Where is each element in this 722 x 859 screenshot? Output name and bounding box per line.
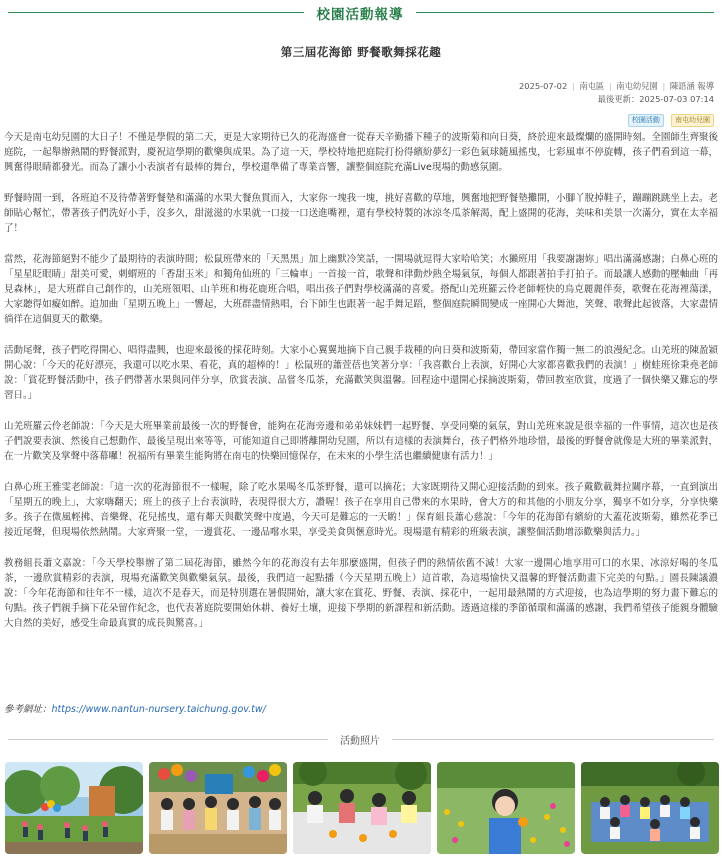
gallery-photo-4[interactable] — [437, 762, 575, 854]
meta-updated: 最後更新：2025-07-03 07:14 — [597, 94, 714, 104]
section-title: 校園活動報導 — [316, 7, 404, 23]
paragraph: 今天是南屯幼兒園的大日子！不僅是學假的第二天，更是大家期待已久的花海盛會一從春天辛勤播下種子的波斯菊和向日葵，終於迎來最燦爛的盛開時刻。全園師生齊聚後庭院，一起舉辦熱鬧的野餐派對，慶祝這學期的歡樂與成果。為了這一天，學校特地把庭院打扮得繽紛夢幻一彩色氣球隨風搖曳，七彩風車不停旋轉，孩子們看到這一幕，興奮得眼睛都發光。而為了讓小小表演者有最棒的舞台，學校還準備了專業音響，讓整個庭院充滿Live現場的動感氛圍。 — [4, 132, 718, 174]
section-header — [0, 0, 722, 26]
gallery-photo-5[interactable] — [581, 762, 719, 854]
article-body — [4, 130, 718, 647]
header-divider-left — [8, 12, 304, 13]
meta-author: 陳語涵 報導 — [669, 81, 714, 91]
gallery-divider-right — [392, 739, 714, 740]
meta-school: 南屯幼兒園 — [616, 81, 658, 91]
tag-badge-campus[interactable]: 校園活動 — [628, 114, 664, 127]
paragraph: 教務組長蕭文嘉說：「今天學校舉辦了第二屆花海節，雖然今年的花海沒有去年那麼盛開，但孩子們的熱情依舊不減！大家一邊開心地享用可口的水果、冰涼好喝的冬瓜茶，一邊欣賞精彩的表演，現場充滿歡笑與歡樂氣氛。最後，我們這一起點播（今天星期五晚上）這首歌，為這場愉快又溫馨的野餐活動畫下完美的句點。」園長陳議濃說：「今年花海節和往年不一樣，這次不是春天，而是特別選在暑假開始，讓大家在賞花、野餐、表演、採花中，一起用最熱鬧的方式迎接，也為這學期的努力畫下難忘的句點。孩子們親手摘下花朵留作紀念，也代表著庭院要開始休耕、養好土壤，迎接下學期的新課程和新活動。透過這樣的季節循環和滿滿的感謝，我們希望孩子能親身體驗大自然的美好，感受生命最真實的成長與驚喜。」 — [4, 557, 718, 630]
photo-gallery — [5, 762, 719, 854]
paragraph: 野餐時間一到，各班迫不及待帶著野餐墊和滿滿的水果大餐魚貫而入，大家你一塊我一塊，挑好喜歡的草地，興奮地把野餐墊攤開，小腳丫脫掉鞋子，蹦蹦跳跳坐上去。老師貼心幫忙，帶著孩子們洗好小手，沒多久，甜滋滋的水果就一口接一口送進嘴裡，還有學校特製的冰涼冬瓜茶解渴，配上盛開的花海，美味和美景一次滿分，實在太幸福了！ — [4, 192, 718, 235]
paragraph: 山羌班羅云伶老師說：「今天是大班畢業前最後一次的野餐會，能夠在花海旁邊和弟弟妹妹們一起野餐、享受同樂的氣氛，對山羌班來說是很幸福的一件事情，這次也是孩子們說要表演、然後自己想動作、最後呈現出來等等，可能知道自己即將離開幼兒園，所以有這樣的表演舞台，孩子們格外地珍惜，最後的野餐會就像是大班的畢業派對，在一片歡笑及掌聲中落幕囉！祝福所有畢業生能夠將在南屯的快樂回憶保存，在未來的小學生活也繼續健康有活力！」 — [4, 420, 718, 463]
tag-badge-school[interactable]: 南屯幼兒園 — [671, 114, 714, 127]
gallery-divider-left — [8, 739, 328, 740]
reference-line — [4, 701, 266, 715]
article-meta: 2025-07-02 | 南屯區 | 南屯幼兒園 | 陳語涵 報導 最後更新：2025-07-03 07:14 — [519, 81, 714, 104]
meta-date: 2025-07-02 — [519, 81, 568, 91]
gallery-title: 活動照片 — [340, 736, 380, 747]
paragraph: 活動尾聲，孩子們吃得開心、唱得盡興，也迎來最後的採花時刻。大家小心翼翼地摘下自己親手栽種的向日葵和波斯菊，帶回家當作獨一無二的浪漫紀念。山羌班的陳盈穎開心說：「今天的花好漂亮，我還可以吃水果、看花，真的超棒的！」松鼠班的蕭萱蓓也笑著分享：「我喜歡台上表演，好開心大家都喜歡我們的表演！」樹蛙班徐秉堯老師說：「賞花野餐活動中，孩子們帶著水果與同伴分享，欣賞表演、品嘗冬瓜茶，充滿歡笑與溫馨。回程途中還開心採摘波斯菊，帶回教室欣賞，度過了一個快樂又難忘的學習日。」 — [4, 344, 718, 402]
reference-link[interactable]: https://www.nantun-nursery.taichung.gov.tw/ — [51, 704, 266, 715]
meta-district: 南屯區 — [579, 81, 605, 91]
article-title: 第三屆花海節 野餐歌舞採花趣 — [280, 45, 442, 59]
header-divider-right — [416, 12, 714, 13]
gallery-header — [0, 730, 722, 750]
gallery-photo-1[interactable] — [5, 762, 143, 854]
gallery-photo-3[interactable] — [293, 762, 431, 854]
gallery-photo-2[interactable] — [149, 762, 287, 854]
paragraph: 當然，花海節絕對不能少了最期待的表演時間；松鼠班帶來的「天黑黑」加上幽默冷笑話，一開場就逗得大家哈哈笑；水獺班用「我要謝謝妳」唱出滿滿感謝；白鼻心班的「星星眨眼睛」甜美可愛，刺蝟班的「香甜玉米」和獨角仙班的「三輪車」一首接一首，歌聲和律動炒熱全場氣氛，每個人都跟著拍手打拍子。而最讓人感動的壓軸曲「再見森林」，是大班群自己創作的，山羌班領唱、山羊班和梅花鹿班合唱，唱出孩子們對學校滿滿的喜愛。搭配山羌班羅云伶老師輕快的烏克麗麗伴奏，歌聲在花海裡蕩漾，大家聽得如癡如醉。追加曲「星期五晚上」一響起，大班群盡情熱唱，台下師生也跟著一起手舞足蹈，整個庭院瞬間變成一座開心大舞池，笑聲、歌聲此起彼落，大家盡情徜徉在這個夏天的歡樂。 — [4, 253, 718, 326]
reference-label: 參考網址： — [4, 704, 52, 715]
tag-list — [626, 107, 714, 127]
paragraph: 白鼻心班王雅雯老師說：「這一次的花海節很不一樣喔，除了吃水果喝冬瓜茶野餐，還可以摘花；大家既期待又開心迎接活動的到來。孩子戴歡載舞拉關序幕，一直到演出「星期五的晚上」，大家嗨翻天；班上的孩子上台表演時，表現得很大方，讚喔！孩子在享用自己帶來的水果時，會大方的和其他的小朋友分享，獨享不如分享，分享快樂多。孩子在微風輕拂、音樂聲、花兒搖曳，還有鄰天與歡笑聲中度過，今天可是難忘的一天喲！」保育組長蕭心慈說：「今年的花海節有繽紛的大蓋花波斯菊，雖然花季已接近尾聲，但現場依然熱鬧。大家齊聚一堂，一邊賞花、一邊品嚐水果，享受美食與愜意時光。現場還有精彩的班級表演，讓整個活動增添歡樂與活力。」 — [4, 481, 718, 539]
